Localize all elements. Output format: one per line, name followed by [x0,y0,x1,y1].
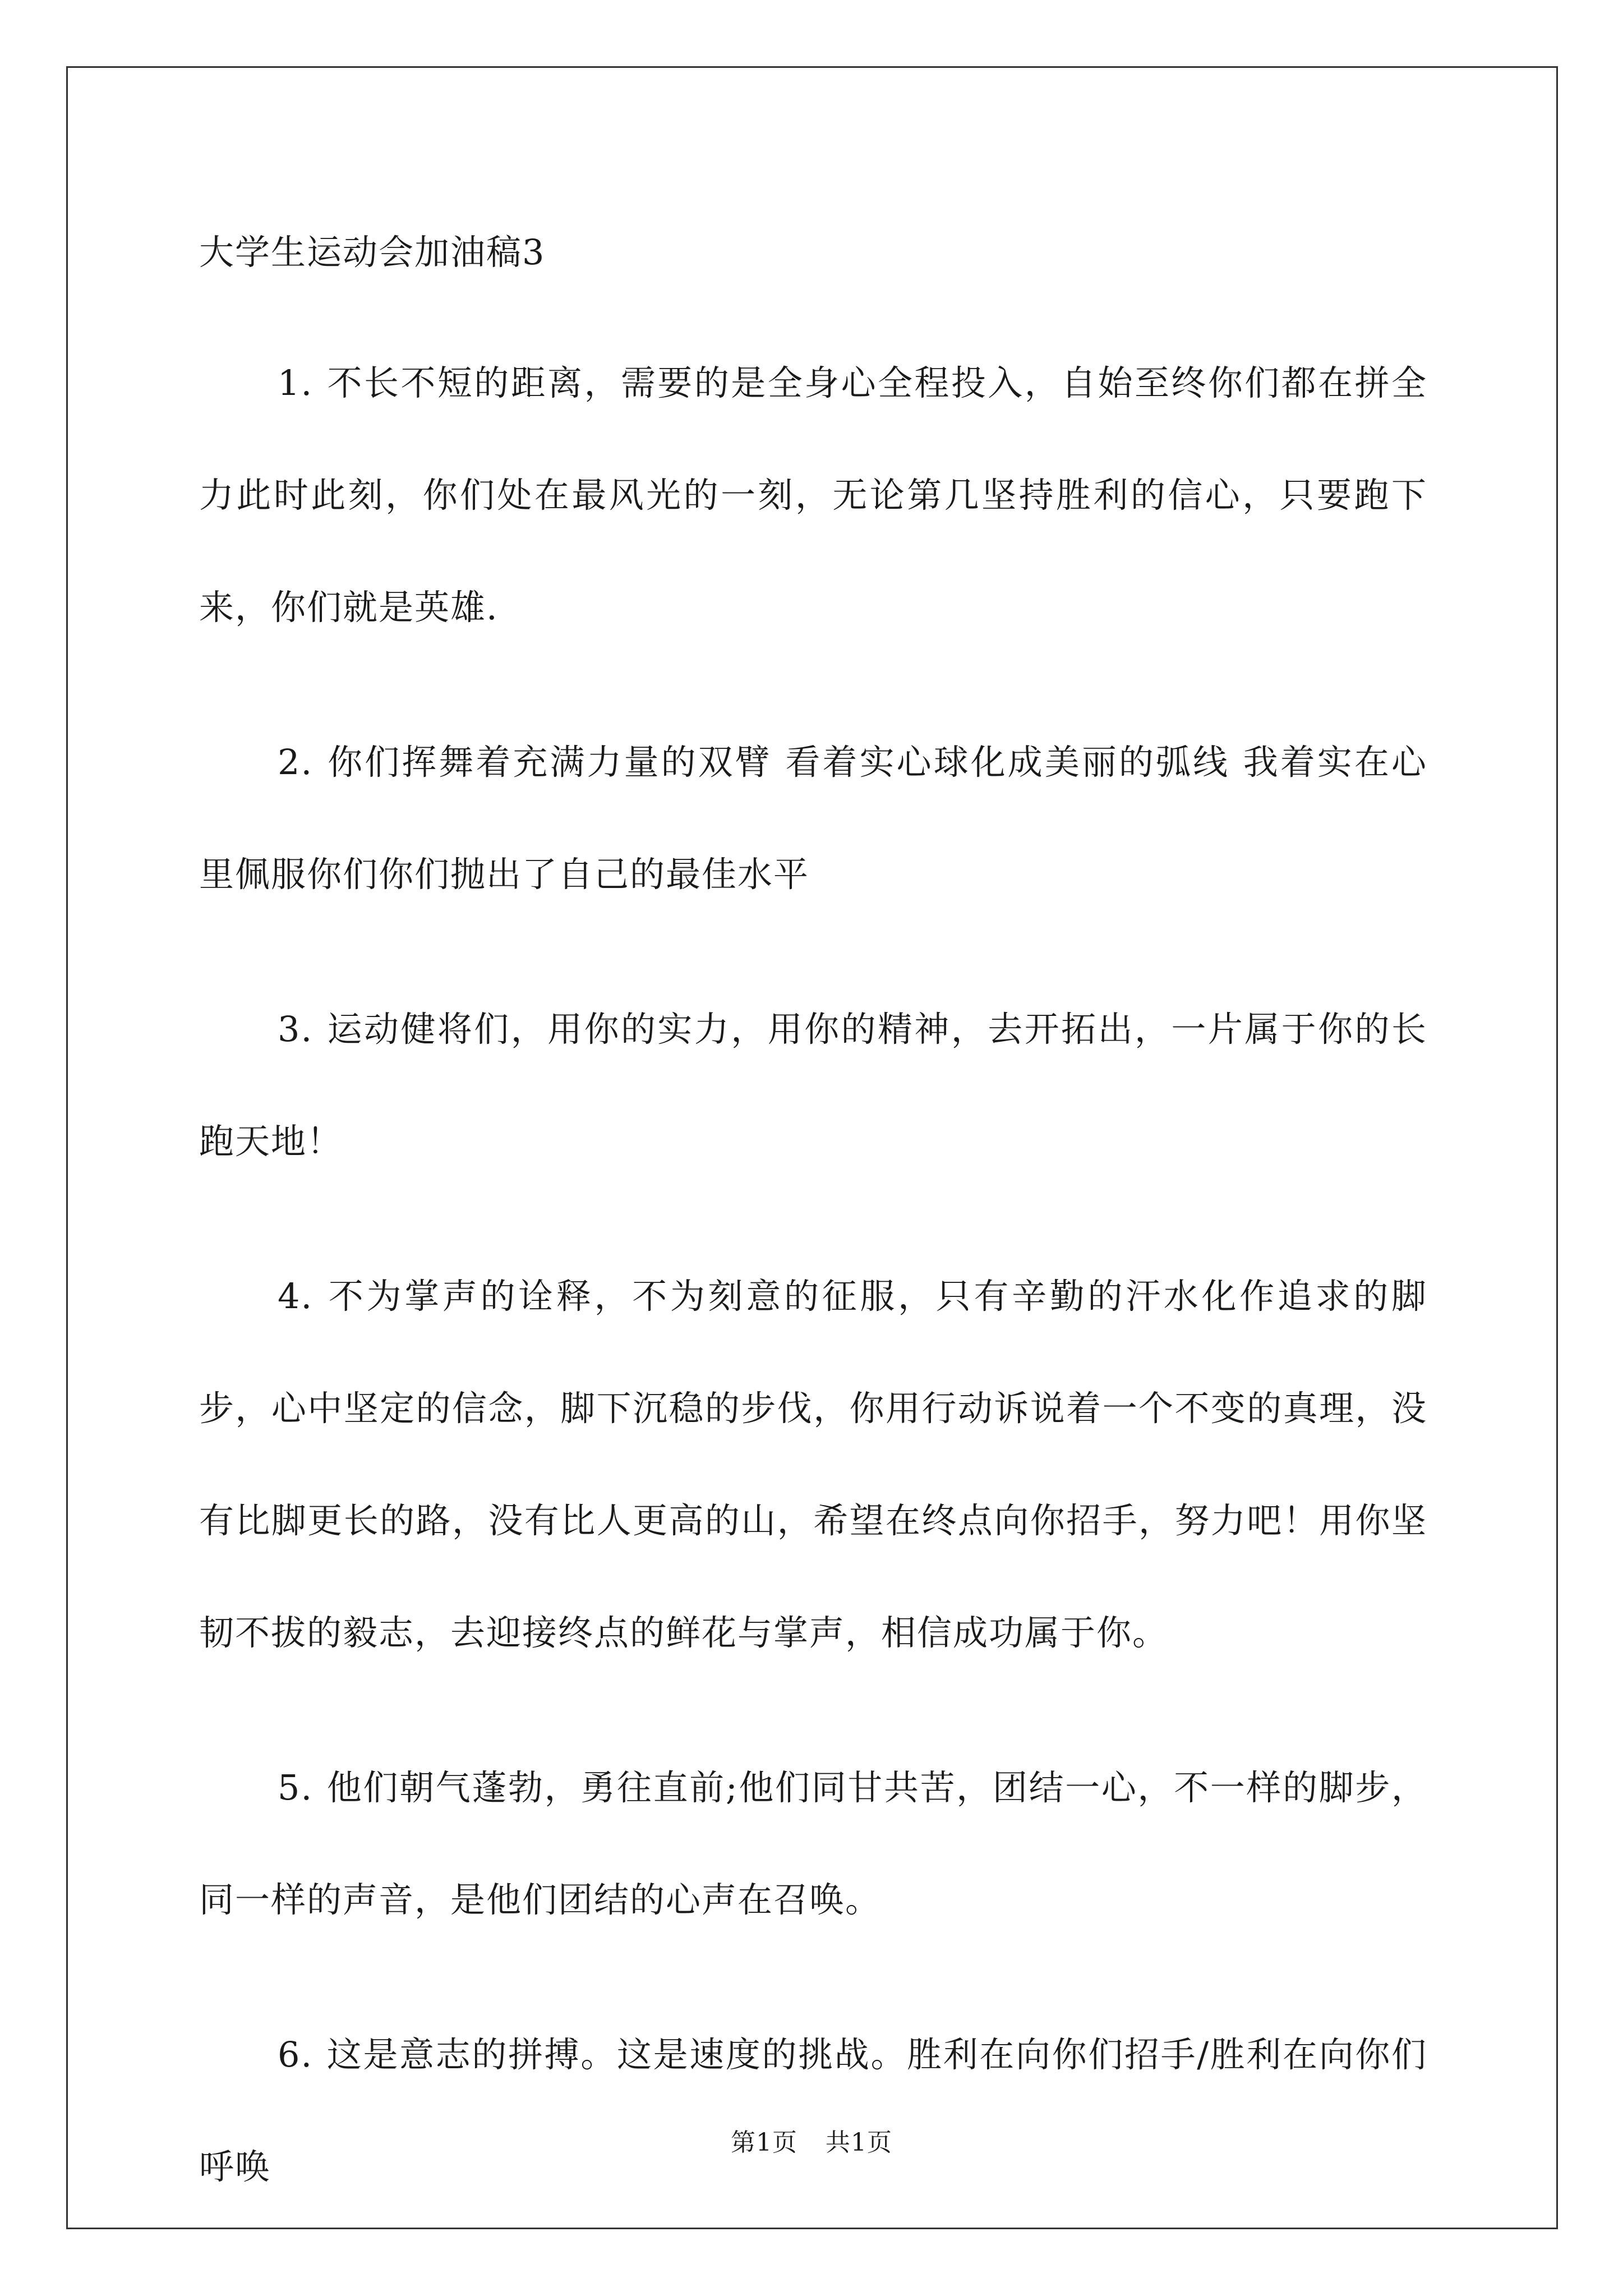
paragraph-text: 他们朝气蓬勃，勇往直前;他们同甘共苦，团结一心，不一样的脚步，同一样的声音，是他们团结的心声在召唤。 [199,1767,1427,1920]
paragraph-text: 不为掌声的诠释，不为刻意的征服，只有辛勤的汗水化作追求的脚步，心中坚定的信念，脚下沉稳的步伐，你用行动诉说着一个不变的真理，没有比脚更长的路，没有比人更高的山，希望在终点向你招手，努力吧！用你坚韧不拔的毅志，去迎接终点的鲜花与掌声，相信成功属于你。 [199,1276,1427,1653]
paragraph-text: 运动健将们，用你的实力，用你的精神，去开拓出，一片属于你的长跑天地！ [199,1009,1427,1162]
paragraph-1 [199,327,1427,664]
paragraph-3 [199,973,1427,1198]
paragraph-number: 4. [278,1276,313,1317]
page-current: 第1页 [731,2128,797,2157]
paragraph-number: 1. [278,362,313,403]
paragraph-text: 这是意志的拼搏。这是速度的挑战。胜利在向你们招手/胜利在向你们呼唤 [199,2034,1427,2187]
page-footer [0,2126,1623,2160]
paragraph-text: 不长不短的距离，需要的是全身心全程投入，自始至终你们都在拼全力此时此刻，你们处在最风光的一刻，无论第几坚持胜利的信心，只要跑下来，你们就是英雄. [199,362,1427,628]
paragraph-text: 你们挥舞着充满力量的双臂 看着实心球化成美丽的弧线 我着实在心里佩服你们你们抛出了自己的最佳水平 [199,742,1427,895]
paragraph-2 [199,706,1427,931]
paragraph-number: 3. [278,1009,313,1050]
document-body [199,222,1427,2223]
page-total: 共1页 [826,2128,892,2157]
document-title: 大学生运动会加油稿3 [199,232,546,273]
paragraph-5 [199,1732,1427,1956]
paragraph-number: 2. [278,742,313,783]
paragraph-number: 6. [278,2034,313,2075]
paragraph-4 [199,1240,1427,1689]
paragraph-6 [199,1999,1427,2223]
paragraph-number: 5. [278,1767,313,1808]
